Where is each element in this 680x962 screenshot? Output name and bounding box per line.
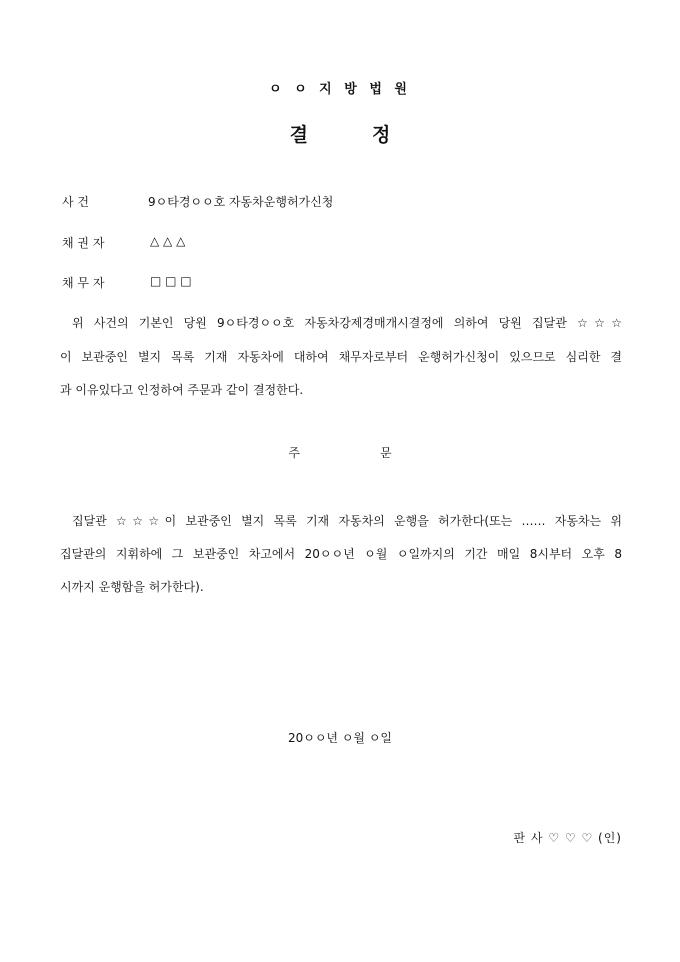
- intro-line-2: 이 보관중인 별지 목록 기재 자동차에 대하여 채무자로부터 운행허가신청이 있으므로 심리한 결: [60, 350, 622, 364]
- debtor-value: □ □ □: [150, 274, 192, 288]
- title-part-2: 정: [372, 124, 391, 146]
- order-title-part-2: 문: [380, 446, 392, 460]
- debtor-label: 채 무 자: [62, 276, 105, 290]
- order-line-3: 시까지 운행함을 허가한다).: [60, 580, 204, 594]
- intro-line-3: 과 이유있다고 인정하여 주문과 같이 결정한다.: [60, 383, 304, 397]
- court-name: ㅇ ㅇ 지 방 법 원: [269, 82, 411, 97]
- creditor-value: △ △ △: [150, 234, 186, 248]
- order-line-2: 집달관의 지휘하에 그 보관중인 차고에서 20ㅇㅇ년 ㅇ월 ㅇ일까지의 기간 매일 8시부터 오후 8: [60, 547, 622, 561]
- judge-signature: 판 사 ♡ ♡ ♡ (인): [513, 831, 622, 845]
- title-part-1: 결: [289, 124, 308, 146]
- decision-date: 20ㅇㅇ년 ㅇ월 ㅇ일: [287, 731, 393, 745]
- document-title: [0, 120, 680, 147]
- order-line-1: 집달관 ☆☆☆이 보관중인 별지 목록 기재 자동차의 운행을 허가한다(또는 …… 자동차는 위: [72, 514, 622, 528]
- intro-line-1: 위 사건의 기본인 당원 9ㅇ타경ㅇㅇ호 자동차강제경매개시결정에 의하여 당원 집달관 ☆☆☆: [72, 316, 622, 330]
- order-title: [0, 444, 680, 461]
- order-title-part-1: 주: [288, 446, 300, 460]
- creditor-label: 채 권 자: [62, 236, 105, 250]
- case-value: 9ㅇ타경ㅇㅇ호 자동차운행허가신청: [148, 195, 334, 209]
- case-label: 사 건: [62, 195, 89, 209]
